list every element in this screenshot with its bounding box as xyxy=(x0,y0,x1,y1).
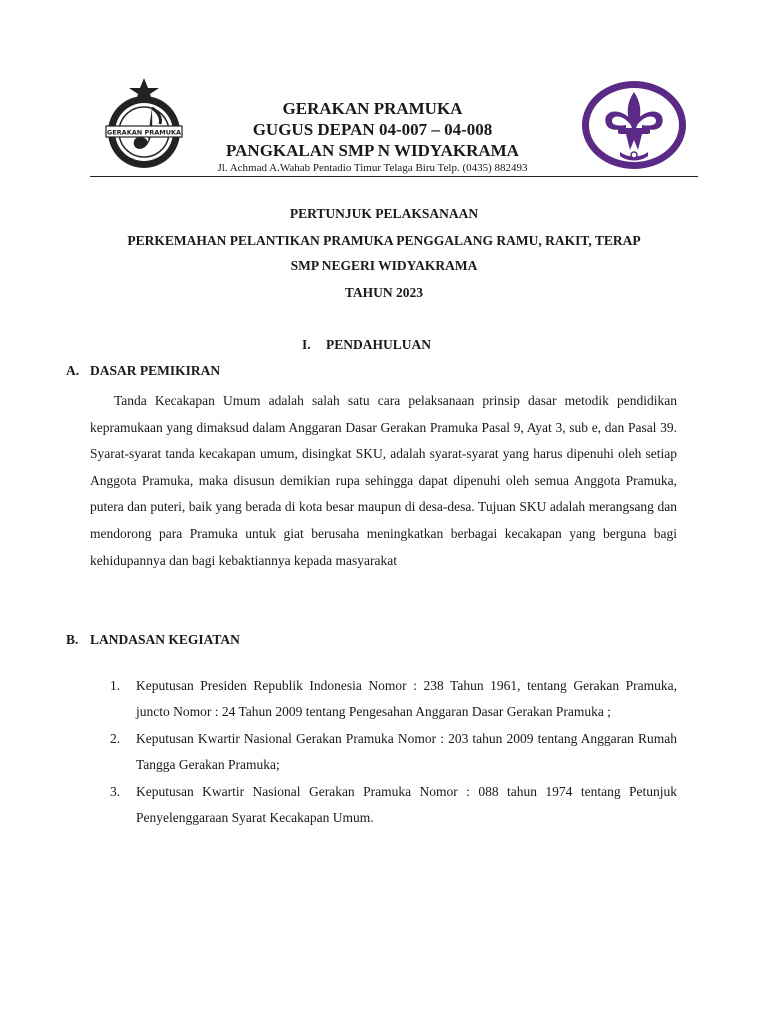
list-text: Keputusan Kwartir Nasional Gerakan Pramuka Nomor : 203 tahun 2009 tentang Anggaran Rumah Tangga Gerakan Pramuka; xyxy=(136,730,677,773)
doc-title-line-3: SMP NEGERI WIDYAKRAMA xyxy=(290,258,478,273)
subsection-title: LANDASAN KEGIATAN xyxy=(90,632,240,647)
dasar-pemikiran-paragraph: Tanda Kecakapan Umum adalah salah satu cara pelaksanaan prinsip dasar metodik pendidikan kepramukaan yang dimaksud dalam Anggaran Dasar Gerakan Pramuka Pasal 9, Ayat 3, sub e, dan Pasal 39. Syarat-syarat tanda kecakapan umum, disingkat SKU, adalah syarat-syarat yang harus dipenuhi oleh setiap Anggota Pramuka, maka disusun demikian rupa sehingga dapat dipenuhi oleh semua Anggota Pramuka, putera dan puteri, baik yang berada di kota besar maupun di desa-desa. Tujuan SKU adalah merangsang dan mendorong para Pramuka untuk giat berusaha meningkatkan berbagai kecakapan yang berguna bagi kehidupannya dan bagi kebaktiannya kepada masyarakat xyxy=(90,393,677,568)
subsection-heading-dasar-pemikiran xyxy=(66,363,220,379)
section-title: PENDAHULUAN xyxy=(326,337,432,352)
list-text: Keputusan Kwartir Nasional Gerakan Pramuka Nomor : 088 tahun 1974 tentang Petunjuk Penyelenggaraan Syarat Kecakapan Umum. xyxy=(136,783,677,826)
landasan-list xyxy=(110,673,677,831)
org-name: GERAKAN PRAMUKA xyxy=(282,99,463,118)
list-number: 3. xyxy=(110,783,121,799)
list-number: 2. xyxy=(110,730,121,746)
fleur-de-lis-icon xyxy=(580,78,688,172)
list-item xyxy=(110,779,677,832)
list-item xyxy=(110,673,677,726)
letterhead xyxy=(90,74,700,180)
emblem-text: GERAKAN PRAMUKA xyxy=(106,128,182,137)
list-text: Keputusan Presiden Republik Indonesia Nomor : 238 Tahun 1961, tentang Gerakan Pramuka, juncto Nomor : 24 Tahun 2009 tentang Pengesahan Anggaran Dasar Gerakan Pramuka ; xyxy=(136,678,677,720)
subsection-heading-landasan-kegiatan xyxy=(66,632,240,648)
list-item xyxy=(110,726,677,779)
section-number: I. xyxy=(302,337,311,352)
doc-title-line-4: TAHUN 2023 xyxy=(344,285,424,300)
subsection-title: DASAR PEMIKIRAN xyxy=(90,363,221,378)
header-divider xyxy=(90,176,698,177)
subsection-letter: B. xyxy=(66,632,79,647)
doc-title-line-2: PERKEMAHAN PELANTIKAN PRAMUKA PENGGALANG RAMU, RAKIT, TERAP xyxy=(127,233,641,248)
pangkalan-name: PANGKALAN SMP N WIDYAKRAMA xyxy=(226,141,519,160)
list-number: 1. xyxy=(110,678,121,693)
doc-title-line-1: PERTUNJUK PELAKSANAAN xyxy=(289,206,479,221)
section-heading-pendahuluan xyxy=(302,337,431,353)
gudep-number: GUGUS DEPAN 04-007 – 04-008 xyxy=(252,120,493,139)
address-line: Jl. Achmad A.Wahab Pentadio Timur Telaga Biru Telp. (0435) 882493 xyxy=(217,162,528,174)
subsection-letter: A. xyxy=(66,363,80,378)
